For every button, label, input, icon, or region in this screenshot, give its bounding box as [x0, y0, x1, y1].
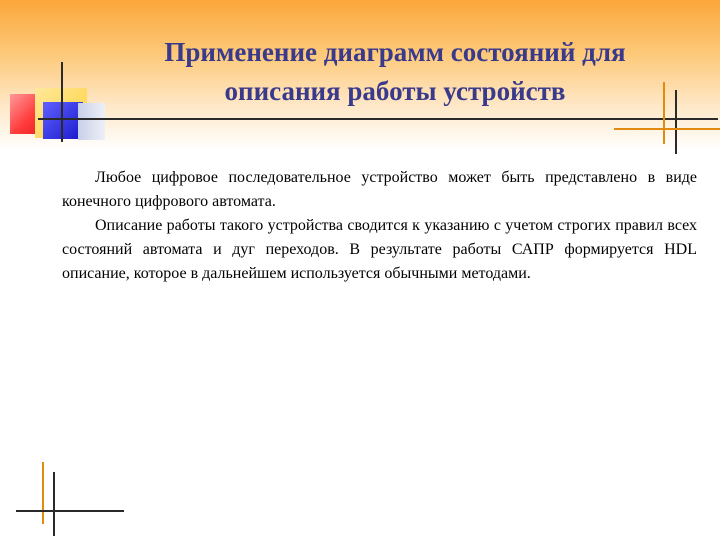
decor-line-vertical [42, 462, 44, 524]
decor-line-vertical [61, 62, 63, 142]
paragraph: Описание работы такого устройства сводится к указанию с учетом строгих правил всех состояний автомата и дуг переходов. В результате работы САПР формируется HDL описание, которое в дальнейшем используется обычными методами. [62, 217, 697, 282]
decor-line-horizontal [614, 128, 720, 130]
decor-blue-square [43, 102, 83, 139]
decor-line-vertical [53, 472, 55, 536]
title-underline [38, 118, 718, 120]
slide-title [110, 33, 680, 111]
slide-body [62, 166, 697, 286]
paragraph: Любое цифровое последовательное устройство может быть представлено в виде конечного цифрового автомата. [62, 169, 697, 210]
decor-line-horizontal [16, 510, 124, 512]
slide-title-line: Применение диаграмм состояний для [164, 37, 626, 67]
slide-title-line: описания работы устройств [224, 76, 566, 106]
decor-gray-square [78, 103, 105, 140]
